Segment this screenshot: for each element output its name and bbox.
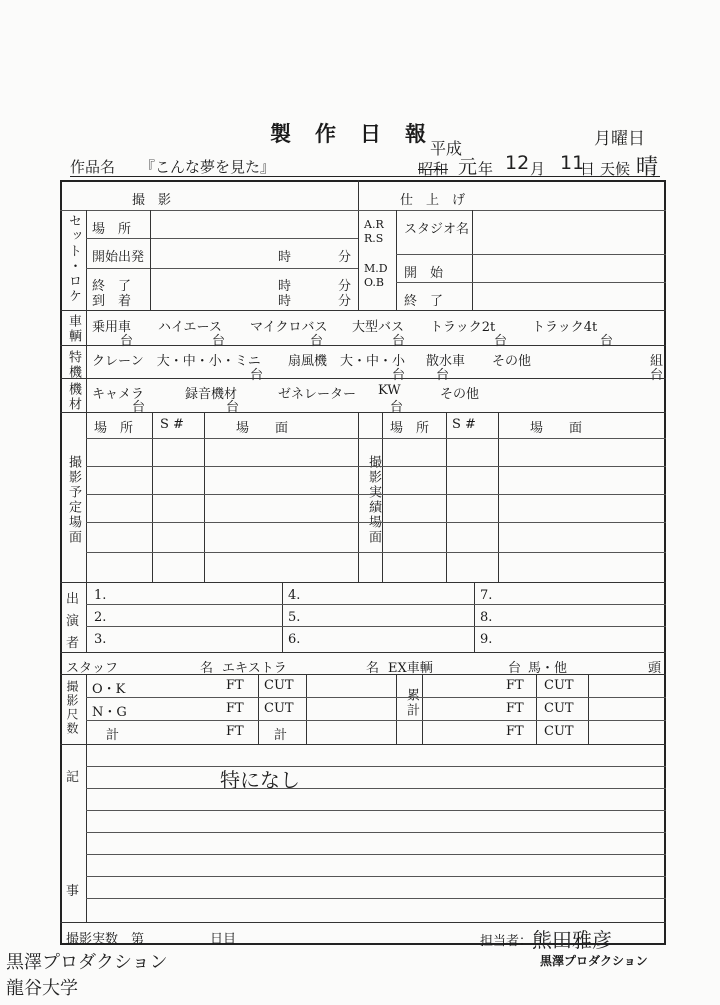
divider xyxy=(86,310,87,418)
divider xyxy=(150,210,151,310)
divider xyxy=(86,720,666,721)
watermark-line2: 龍谷大学 xyxy=(6,978,78,999)
cast-5: 5. xyxy=(288,610,301,625)
vehicle-truck2t: トラック2t xyxy=(430,320,496,335)
divider xyxy=(86,898,666,899)
cast-3: 3. xyxy=(94,632,107,647)
minutes-unit: 分 xyxy=(338,294,352,309)
footage-label: 撮影尺数 xyxy=(65,680,79,736)
divider xyxy=(86,522,666,523)
ft-label: FT xyxy=(506,724,524,739)
divider xyxy=(536,674,537,744)
weekday-handwritten: 月曜日 xyxy=(594,129,645,149)
special-water: 散水車 xyxy=(426,354,466,369)
watermark-line1: 黒澤プロダクション xyxy=(6,952,168,973)
day-value: 11 xyxy=(560,152,585,174)
divider xyxy=(60,582,666,583)
vehicles-label: 車輌 xyxy=(66,314,81,344)
unit: 台 xyxy=(120,334,134,349)
extras-label: エキストラ xyxy=(222,661,287,676)
arrival-label: 到 着 xyxy=(92,294,132,309)
divider xyxy=(86,494,666,495)
planned-scene-header: 場 面 xyxy=(236,421,289,436)
equip-kw: KW xyxy=(378,383,401,398)
end-label: 終 了 xyxy=(92,279,132,294)
minutes-unit: 分 xyxy=(338,279,352,294)
ft-label: FT xyxy=(226,678,244,693)
end-label-finish: 終 了 xyxy=(404,294,444,309)
divider xyxy=(86,210,87,310)
unit: 台 xyxy=(392,334,406,349)
cut-label: CUT xyxy=(264,701,294,716)
company-stamp: 黒澤プロダクション xyxy=(540,954,648,968)
cut-label: CUT xyxy=(544,701,574,716)
era-handwritten: 平成 xyxy=(430,139,463,158)
actual-place-header: 場 所 xyxy=(390,421,430,436)
divider xyxy=(86,766,666,767)
ft-label: FT xyxy=(506,701,524,716)
divider xyxy=(60,652,666,653)
name-unit: 名 xyxy=(200,661,214,676)
unit: 台 xyxy=(600,334,614,349)
divider xyxy=(60,412,666,413)
cast-9: 9. xyxy=(480,632,493,647)
unit: 台 xyxy=(494,334,508,349)
divider xyxy=(60,310,666,311)
studio-label: スタジオ名 xyxy=(404,222,470,237)
shooting-days-label: 撮影実数 第 xyxy=(66,932,145,947)
notes-label-top: 記 xyxy=(66,770,80,785)
minutes-unit: 分 xyxy=(338,250,352,265)
unit: 台 xyxy=(212,334,226,349)
header-underline xyxy=(70,176,660,177)
finishing-header: 仕 上 げ xyxy=(400,193,466,208)
ob-label: O.B xyxy=(364,276,384,289)
set-location-label: セット・ロケ xyxy=(66,214,81,304)
cumulative-label: 累計 xyxy=(404,688,419,718)
person-signature: 熊田雅彦 xyxy=(532,928,612,952)
actual-scenes-label: 撮影実績場面 xyxy=(366,455,381,545)
work-label: 作品名 xyxy=(70,158,116,176)
ok-label: O・K xyxy=(92,682,126,697)
notes-label-bottom: 事 xyxy=(66,884,80,899)
ft-label: FT xyxy=(506,678,524,693)
unit: 台 xyxy=(436,368,450,383)
divider xyxy=(86,674,87,744)
divider xyxy=(472,210,473,310)
cast-label-3: 者 xyxy=(66,636,80,651)
divider xyxy=(86,810,666,811)
vehicle-car: 乗用車 xyxy=(92,320,132,335)
unit: 台 xyxy=(650,368,664,383)
person-label: 担当者： xyxy=(480,934,533,949)
planned-place-header: 場 所 xyxy=(94,421,134,436)
month-suffix: 月 xyxy=(530,160,546,178)
place-label: 場 所 xyxy=(92,222,132,237)
unit: 台 xyxy=(132,400,146,415)
divider xyxy=(60,922,666,923)
ex-vehicles-label: EX車輌 xyxy=(388,661,433,676)
special-fan: 扇風機 大・中・小 xyxy=(288,354,406,369)
year-suffix: 年 xyxy=(478,160,494,178)
rs-label: R.S xyxy=(364,232,384,245)
unit: 台 xyxy=(226,400,240,415)
md-label: M.D xyxy=(364,262,388,275)
day-unit: 日目 xyxy=(210,932,237,947)
divider xyxy=(60,744,666,745)
divider xyxy=(306,674,307,744)
vehicle-unit: 台 xyxy=(508,661,522,676)
divider xyxy=(422,674,423,744)
equip-sound: 録音機材 xyxy=(185,387,238,402)
notes-handwritten: 特になし xyxy=(220,768,300,792)
equip-other: その他 xyxy=(440,387,480,402)
staff-label: スタッフ xyxy=(66,661,119,676)
divider xyxy=(86,604,666,605)
vehicle-hiace: ハイエース xyxy=(158,320,222,335)
cast-1: 1. xyxy=(94,588,107,603)
equipment-label: 機材 xyxy=(66,382,81,412)
vehicle-bus: 大型バス xyxy=(352,320,405,335)
cast-label-1: 出 xyxy=(66,592,80,607)
total-label: 計 xyxy=(106,728,120,743)
hours-unit: 時 xyxy=(278,294,292,309)
work-title: 『こんな夢を見た』 xyxy=(140,158,276,176)
unit: 台 xyxy=(310,334,324,349)
divider xyxy=(86,788,666,789)
year-value: 元 xyxy=(458,156,478,178)
equip-generator: ゼネレーター xyxy=(278,387,357,402)
divider xyxy=(588,674,589,744)
shooting-header: 撮 影 xyxy=(132,193,172,208)
divider xyxy=(86,697,666,698)
name-unit: 名 xyxy=(366,661,380,676)
vehicle-microbus: マイクロバス xyxy=(250,320,328,335)
divider xyxy=(396,210,397,310)
cast-2: 2. xyxy=(94,610,107,625)
divider xyxy=(396,254,666,255)
divider xyxy=(86,626,666,627)
divider xyxy=(474,582,475,652)
divider xyxy=(396,674,397,744)
month-value: 12 xyxy=(505,152,530,174)
cut-label: CUT xyxy=(544,724,574,739)
hours-unit: 時 xyxy=(278,279,292,294)
special-label: 特機 xyxy=(66,350,81,380)
divider xyxy=(86,832,666,833)
planned-s-header: S # xyxy=(160,417,184,432)
unit: 台 xyxy=(392,368,406,383)
weather-label: 天候 xyxy=(600,160,631,178)
horse-label: 馬・他 xyxy=(528,661,568,676)
total-label: 計 xyxy=(274,728,288,743)
divider xyxy=(86,438,666,439)
divider xyxy=(258,674,259,744)
vehicle-truck4t: トラック4t xyxy=(532,320,598,335)
unit: 組 xyxy=(650,354,664,369)
actual-scene-header: 場 面 xyxy=(530,421,583,436)
special-other: その他 xyxy=(492,354,532,369)
start-label: 開 始 xyxy=(404,266,444,281)
ft-label: FT xyxy=(226,701,244,716)
divider xyxy=(86,854,666,855)
page-title: 製作日報 xyxy=(270,121,450,146)
ft-label: FT xyxy=(226,724,244,739)
divider xyxy=(86,466,666,467)
divider xyxy=(86,744,87,922)
head-unit: 頭 xyxy=(648,661,662,676)
divider xyxy=(282,582,283,652)
equip-camera: キャメラ xyxy=(92,387,145,402)
cast-8: 8. xyxy=(480,610,493,625)
divider xyxy=(396,282,666,283)
cut-label: CUT xyxy=(264,678,294,693)
planned-scenes-label: 撮影予定場面 xyxy=(66,455,81,545)
divider xyxy=(60,378,666,379)
divider xyxy=(86,552,666,553)
unit: 台 xyxy=(250,368,264,383)
special-crane: クレーン 大・中・小・ミニ xyxy=(92,354,261,369)
cast-6: 6. xyxy=(288,632,301,647)
divider xyxy=(60,674,666,675)
era-printed: 昭和 xyxy=(418,160,449,178)
divider xyxy=(86,582,87,652)
divider xyxy=(358,180,359,310)
divider xyxy=(60,345,666,346)
divider xyxy=(86,238,358,239)
cast-7: 7. xyxy=(480,588,493,603)
actual-s-header: S # xyxy=(452,417,476,432)
unit: 台 xyxy=(390,400,404,415)
ng-label: N・G xyxy=(92,705,127,720)
day-suffix: 日 xyxy=(580,160,596,178)
ar-label: A.R xyxy=(364,218,384,231)
cast-label-2: 演 xyxy=(66,614,80,629)
departure-label: 開始出発 xyxy=(92,250,145,265)
divider xyxy=(86,268,358,269)
cast-4: 4. xyxy=(288,588,301,603)
divider xyxy=(86,876,666,877)
cut-label: CUT xyxy=(544,678,574,693)
weather-value: 晴 xyxy=(636,155,659,180)
hours-unit: 時 xyxy=(278,250,292,265)
